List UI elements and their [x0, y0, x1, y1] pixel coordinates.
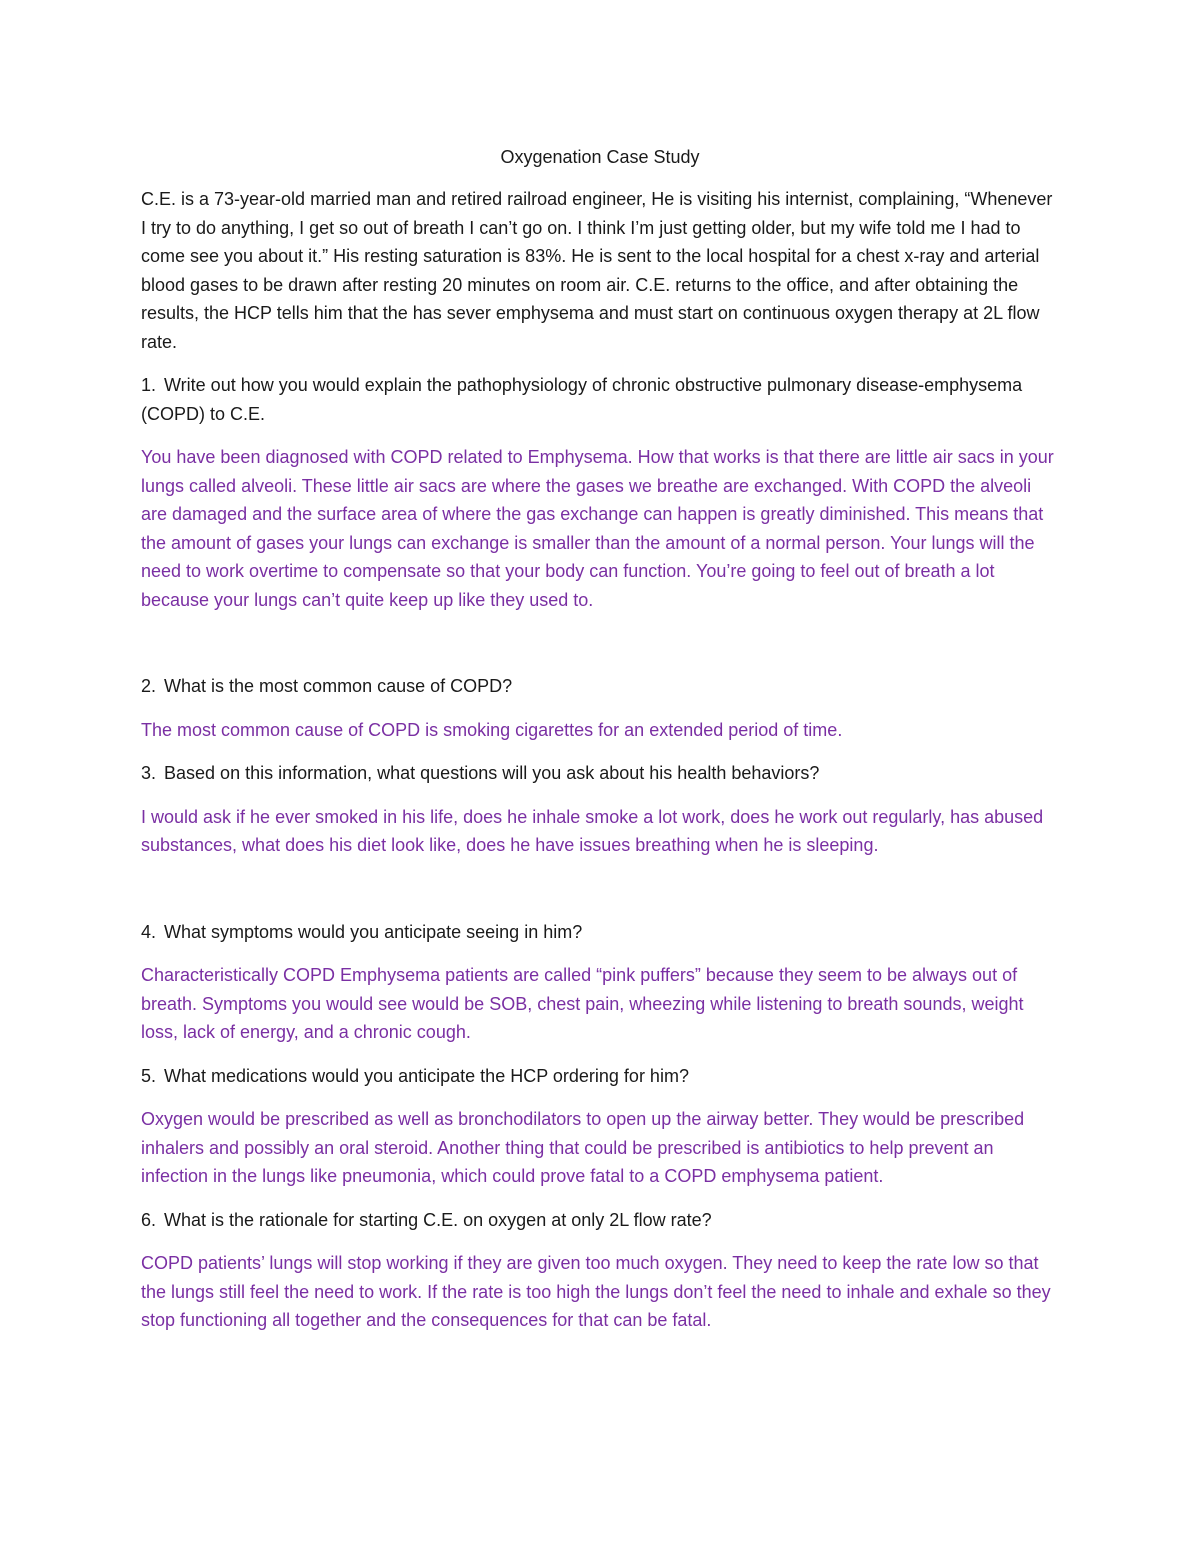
question-5-number: 5.	[141, 1065, 157, 1086]
question-3	[141, 759, 1059, 788]
question-5-text: What medications would you anticipate the HCP ordering for him?	[164, 1065, 689, 1086]
question-4-number: 4.	[141, 921, 157, 942]
question-1-number: 1.	[141, 375, 157, 395]
document-title: Oxygenation Case Study	[500, 147, 700, 167]
answer-6: COPD patients’ lungs will stop working if they are given too much oxygen. They need to keep the rate low so that the lungs still feel the need to work. If the rate is too high the lungs don’t feel the need to inhale and exhale so they stop functioning all together and the consequences for that can be fatal.	[141, 1253, 1051, 1330]
question-4	[141, 918, 1059, 947]
question-1	[141, 371, 1059, 428]
question-1-text: Write out how you would explain the pathophysiology of chronic obstructive pulmonary disease-emphysema (COPD) to C.E.	[141, 375, 1023, 424]
answer-1: You have been diagnosed with COPD related to Emphysema. How that works is that there are little air sacs in your lungs called alveoli. These little air sacs are where the gases we breathe are exchanged. With COPD the alveoli are damaged and the surface area of where the gas exchange can happen is greatly diminished. This means that the amount of gases your lungs can exchange is smaller than the amount of a normal person. Your lungs will the need to work overtime to compensate so that your body can function. You’re going to feel out of breath a lot because your lungs can’t quite keep up like they used to.	[141, 447, 1054, 610]
question-6	[141, 1206, 1059, 1235]
question-2	[141, 672, 1059, 701]
answer-2: The most common cause of COPD is smoking cigarettes for an extended period of time.	[141, 719, 843, 740]
question-3-number: 3.	[141, 763, 157, 783]
answer-4: Characteristically COPD Emphysema patients are called “pink puffers” because they seem to be always out of breath. Symptoms you would see would be SOB, chest pain, wheezing while listening to breath sounds, weight loss, lack of energy, and a chronic cough.	[141, 965, 1024, 1042]
spacer	[141, 629, 1059, 672]
question-3-text: Based on this information, what questions will you ask about his health behaviors?	[164, 763, 820, 783]
document-body	[141, 143, 1059, 1350]
question-2-text: What is the most common cause of COPD?	[164, 676, 513, 696]
question-5	[141, 1062, 1059, 1091]
question-4-text: What symptoms would you anticipate seeing in him?	[164, 921, 583, 942]
question-6-number: 6.	[141, 1209, 157, 1230]
answer-3: I would ask if he ever smoked in his life, does he inhale smoke a lot work, does he work out regularly, has abused substances, what does his diet look like, does he have issues breathing when he is sleeping.	[141, 806, 1044, 855]
question-6-text: What is the rationale for starting C.E. on oxygen at only 2L flow rate?	[164, 1209, 712, 1230]
question-2-number: 2.	[141, 676, 157, 696]
case-intro-paragraph: C.E. is a 73-year-old married man and retired railroad engineer, He is visiting his internist, complaining, “Whenever I try to do anything, I get so out of breath I can’t go on. I think I’m just getting older, but my wife told me I had to come see you about it.” His resting saturation is 83%. He is sent to the local hospital for a chest x-ray and arterial blood gases to be drawn after resting 20 minutes on room air. C.E. returns to the office, and after obtaining the results, the HCP tells him that the has sever emphysema and must start on continuous oxygen therapy at 2L flow rate.	[141, 189, 1053, 352]
spacer	[141, 875, 1059, 918]
answer-5: Oxygen would be prescribed as well as bronchodilators to open up the airway better. They would be prescribed inhalers and possibly an oral steroid. Another thing that could be prescribed is antibiotics to help prevent an infection in the lungs like pneumonia, which could prove fatal to a COPD emphysema patient.	[141, 1109, 1025, 1186]
